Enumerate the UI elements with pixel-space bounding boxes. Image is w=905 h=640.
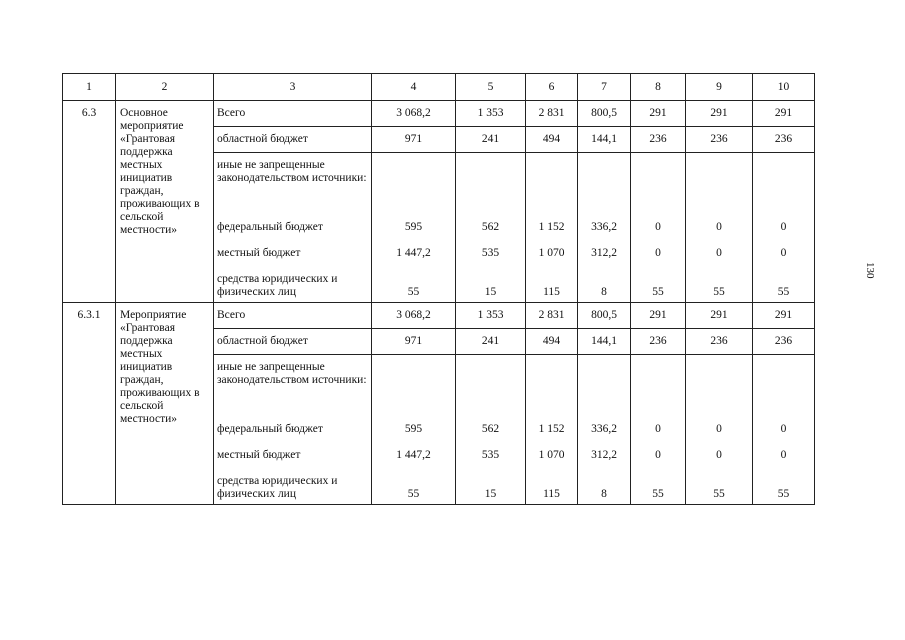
amount-value: 291 xyxy=(631,101,685,127)
amount-value: 1 152 xyxy=(538,220,565,233)
amount-value: 241 xyxy=(456,127,525,153)
amount-value xyxy=(372,153,455,214)
amount-value xyxy=(526,355,577,416)
amount-value: 562 xyxy=(481,422,500,435)
amount-value: 336,2 xyxy=(591,220,617,233)
amount-value: 291 xyxy=(631,303,685,329)
page-number: 130 xyxy=(864,262,876,279)
funding-source-label: средства юридических и физических лиц xyxy=(217,475,338,500)
column-number: 7 xyxy=(578,74,631,101)
amount-value: 0 xyxy=(780,448,787,461)
value-column-cell xyxy=(526,101,578,303)
amount-value: 236 xyxy=(686,329,752,355)
value-column-cell xyxy=(372,303,456,505)
row-name: Основное мероприятие «Грантовая поддержка местных инициатив граждан, проживающих в сельской местности» xyxy=(116,101,214,303)
column-number: 2 xyxy=(116,74,214,101)
amount-value: 144,1 xyxy=(578,329,630,355)
column-number: 8 xyxy=(631,74,686,101)
amount-value: 0 xyxy=(716,220,722,233)
column-number: 3 xyxy=(214,74,372,101)
amount-value: 291 xyxy=(686,303,752,329)
funding-source-label: средства юридических и физических лиц xyxy=(217,273,338,298)
funding-source-label: федеральный бюджет xyxy=(217,220,323,233)
funding-source-label: областной бюджет xyxy=(214,329,371,355)
column-number: 5 xyxy=(456,74,526,101)
amount-value: 336,2 xyxy=(591,422,617,435)
value-column-cell xyxy=(631,101,686,303)
amount-value: 55 xyxy=(777,488,790,500)
funding-source-label: местный бюджет xyxy=(217,448,301,461)
amount-value xyxy=(753,153,814,214)
amount-value xyxy=(686,355,752,416)
amount-value: 312,2 xyxy=(591,246,617,259)
funding-source-label: Всего xyxy=(214,101,371,127)
amount-value xyxy=(372,355,455,416)
amount-value: 15 xyxy=(484,286,497,298)
amount-value: 0 xyxy=(655,220,661,233)
amount-value xyxy=(631,355,685,416)
amount-value: 144,1 xyxy=(578,127,630,153)
amount-value: 971 xyxy=(372,329,455,355)
amount-value xyxy=(578,153,630,214)
amount-value: 3 068,2 xyxy=(372,303,455,329)
amount-value: 494 xyxy=(526,127,577,153)
amount-value: 0 xyxy=(716,422,722,435)
funding-source-label: федеральный бюджет xyxy=(217,422,323,435)
amount-value: 55 xyxy=(713,286,725,298)
amount-value: 1 152 xyxy=(538,422,565,435)
amount-value: 55 xyxy=(407,286,420,298)
amount-value xyxy=(686,153,752,214)
amount-value: 312,2 xyxy=(591,448,617,461)
amount-value: 595 xyxy=(404,220,423,233)
amount-value: 0 xyxy=(655,448,661,461)
row-code: 6.3.1 xyxy=(63,303,116,505)
amount-value: 115 xyxy=(543,286,560,298)
amount-value: 0 xyxy=(780,220,787,233)
value-column-cell xyxy=(372,101,456,303)
amount-value: 236 xyxy=(631,127,685,153)
amount-value: 971 xyxy=(372,127,455,153)
amount-value: 115 xyxy=(543,488,560,500)
row-code: 6.3 xyxy=(63,101,116,303)
amount-value: 236 xyxy=(686,127,752,153)
funding-source-label: иные не запрещенные законодательством источники: xyxy=(217,159,367,184)
amount-value: 1 070 xyxy=(538,448,565,461)
amount-value: 8 xyxy=(601,286,607,298)
amount-value xyxy=(578,355,630,416)
amount-value: 494 xyxy=(526,329,577,355)
table-row xyxy=(63,303,815,505)
amount-value: 3 068,2 xyxy=(372,101,455,127)
value-column-cell xyxy=(753,303,815,505)
amount-value: 535 xyxy=(481,448,500,461)
amount-value: 241 xyxy=(456,329,525,355)
amount-value: 0 xyxy=(780,422,787,435)
amount-value: 8 xyxy=(601,488,607,500)
amount-value xyxy=(456,355,525,416)
amount-value: 291 xyxy=(753,303,814,329)
value-column-cell xyxy=(456,101,526,303)
amount-value: 1 070 xyxy=(538,246,565,259)
amount-value: 55 xyxy=(777,286,790,298)
column-number: 9 xyxy=(686,74,753,101)
amount-value xyxy=(456,153,525,214)
amount-value: 562 xyxy=(481,220,500,233)
value-column-cell xyxy=(686,303,753,505)
row-name: Мероприятие «Грантовая поддержка местных инициатив граждан, проживающих в сельской местности» xyxy=(116,303,214,505)
amount-value: 800,5 xyxy=(578,303,630,329)
amount-value: 236 xyxy=(631,329,685,355)
amount-value: 0 xyxy=(716,246,722,259)
amount-value: 2 831 xyxy=(526,303,577,329)
budget-table xyxy=(62,73,815,505)
funding-source-label: областной бюджет xyxy=(214,127,371,153)
amount-value xyxy=(753,355,814,416)
funding-source-label: местный бюджет xyxy=(217,246,301,259)
value-column-cell xyxy=(631,303,686,505)
column-number: 10 xyxy=(753,74,815,101)
amount-value xyxy=(526,153,577,214)
amount-value: 1 447,2 xyxy=(396,246,431,259)
amount-value: 1 353 xyxy=(456,303,525,329)
amount-value: 55 xyxy=(652,488,664,500)
column-number-row xyxy=(63,74,815,101)
amount-value: 0 xyxy=(716,448,722,461)
amount-value: 291 xyxy=(753,101,814,127)
funding-sources-cell xyxy=(214,303,372,505)
value-column-cell xyxy=(686,101,753,303)
amount-value: 55 xyxy=(713,488,725,500)
column-number: 6 xyxy=(526,74,578,101)
amount-value: 1 353 xyxy=(456,101,525,127)
column-number: 1 xyxy=(63,74,116,101)
value-column-cell xyxy=(578,303,631,505)
value-column-cell xyxy=(526,303,578,505)
amount-value: 291 xyxy=(686,101,752,127)
amount-value: 0 xyxy=(655,422,661,435)
amount-value: 2 831 xyxy=(526,101,577,127)
amount-value: 236 xyxy=(753,127,814,153)
amount-value: 595 xyxy=(404,422,423,435)
amount-value: 800,5 xyxy=(578,101,630,127)
amount-value: 1 447,2 xyxy=(396,448,431,461)
amount-value: 55 xyxy=(652,286,664,298)
amount-value: 0 xyxy=(655,246,661,259)
amount-value: 236 xyxy=(753,329,814,355)
funding-source-label: Всего xyxy=(214,303,371,329)
value-column-cell xyxy=(456,303,526,505)
amount-value: 55 xyxy=(407,488,420,500)
amount-value xyxy=(631,153,685,214)
amount-value: 535 xyxy=(481,246,500,259)
table-row xyxy=(63,101,815,303)
funding-sources-cell xyxy=(214,101,372,303)
funding-source-label: иные не запрещенные законодательством источники: xyxy=(217,361,367,386)
value-column-cell xyxy=(578,101,631,303)
amount-value: 15 xyxy=(484,488,497,500)
value-column-cell xyxy=(753,101,815,303)
column-number: 4 xyxy=(372,74,456,101)
amount-value: 0 xyxy=(780,246,787,259)
